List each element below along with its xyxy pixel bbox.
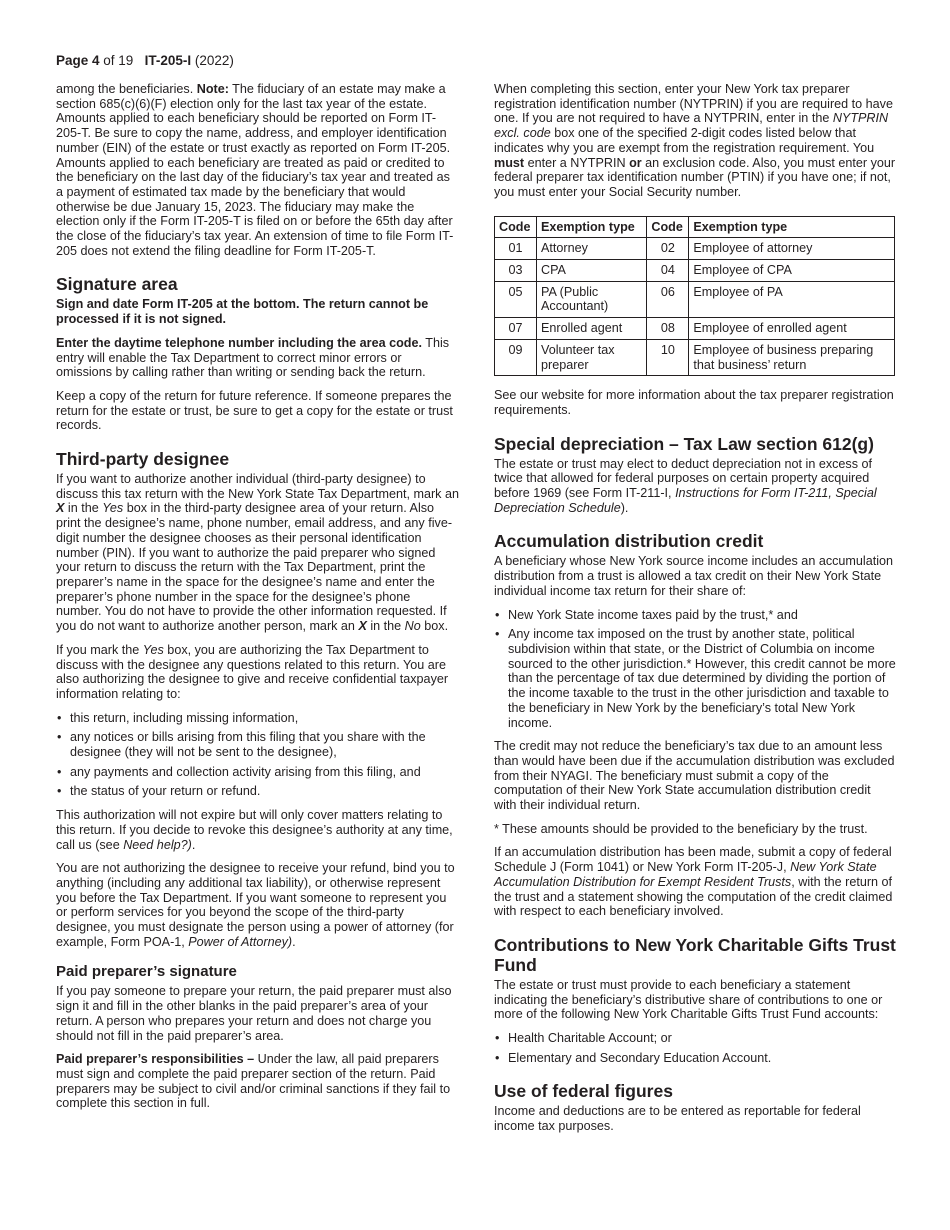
- designee-bullet-list: [56, 711, 459, 800]
- accumulation-footnote: * These amounts should be provided to the beneficiary by the trust.: [494, 821, 868, 836]
- signature-instruction: Sign and date Form IT-205 at the bottom. The return cannot be processed if it is not signed.: [56, 297, 429, 327]
- right-column: [494, 82, 896, 1143]
- contributions-paragraph: The estate or trust must provide to each beneficiary a statement indicating the beneficiary’s distributive share of contributions to one or more of the following New York Charitable Gifts Trust Fund accounts:: [494, 977, 883, 1022]
- list-item: • any payments and collection activity arising from this filing, and: [56, 765, 459, 780]
- table-cell: 10: [647, 339, 689, 375]
- table-row: [495, 339, 895, 375]
- contributions-bullet-list: [494, 1031, 896, 1065]
- table-row: [495, 318, 895, 340]
- column-header: Exemption type: [537, 216, 647, 238]
- table-cell: 08: [647, 318, 689, 340]
- table-cell: 04: [647, 260, 689, 282]
- third-party-paragraph-2: If you mark the Yes box, you are authorizing the Tax Department to discuss with the designee any questions related to this return. You are also authorizing the designee to give and receive confidential taxpayer information relating to:: [56, 642, 449, 701]
- table-cell: Employee of business preparing that business’ return: [689, 339, 895, 375]
- table-row: [495, 260, 895, 282]
- exemption-code-table: [494, 216, 895, 377]
- table-cell: 06: [647, 281, 689, 317]
- paid-preparer-paragraph: If you pay someone to prepare your return, the paid preparer must also sign it and fill in the other blanks in the paid preparer’s area of your return. A person who prepares your return and does not charge you should not fill in the paid preparer’s area.: [56, 984, 452, 1043]
- nytprin-paragraph: When completing this section, enter your New York tax preparer registration identification number (NYTPRIN) if you are required to have one. If you are not required to have a NYTPRIN, enter in the NYTPRIN excl. code box one of the specified 2-digit codes listed below that indicates why you are exempt from the registration requirement. You must enter a NYTPRIN or an exclusion code. Also, you must enter your federal preparer tax identification number (PTIN) if you have one; if not, you must enter your Social Security number.: [494, 82, 896, 199]
- table-cell: 03: [495, 260, 537, 282]
- list-item: • this return, including missing information,: [56, 711, 459, 726]
- column-header: Exemption type: [689, 216, 895, 238]
- accumulation-credit-heading: Accumulation distribution credit: [494, 531, 764, 552]
- accumulation-paragraph-2: The credit may not reduce the beneficiary’s tax due to an amount less than would have been due if the accumulation distribution was excluded from their NYAGI. The beneficiary must submit a copy of the computation of their New York State accumulation distribution credit with their individual return.: [494, 739, 895, 813]
- contributions-heading: Contributions to New York Charitable Gifts Trust Fund: [494, 934, 896, 975]
- list-item: • the status of your return or refund.: [56, 784, 459, 799]
- third-party-paragraph-1: If you want to authorize another individual (third-party designee) to discuss this tax return with the New York State Tax Department, mark an X in the Yes box in the third-party designee area of your return. Also print the designee’s name, phone number, email address, and any five-digit number the designee chooses as their personal identification number (PIN). If you want to authorize the paid preparer who signed your return to discuss the return with the Tax Department, print the preparer’s name in the space for the designee’s name and enter the preparer’s phone number in the space for the designee’s phone number. You do not have to provide the other information requested. If you do not want to authorize another person, mark an X in the No box.: [56, 472, 459, 634]
- page-total: of 19: [99, 53, 134, 68]
- list-item: • any notices or bills arising from this filing that you share with the designee (they will not be sent to the designee),: [56, 730, 459, 759]
- accumulation-bullet-list: [494, 608, 896, 731]
- table-cell: 02: [647, 238, 689, 260]
- table-row: [495, 238, 895, 260]
- list-item: • Any income tax imposed on the trust by another state, political subdivision within that state, or the District of Columbia on income sourced to the other jurisdiction.* However, this credit cannot be more than the percentage of tax due determined by dividing the portion of the income taxable to the trust in the other jurisdiction and taxable to the beneficiary in New York by the beneficiary’s total New York income.: [494, 627, 896, 730]
- table-cell: Employee of attorney: [689, 238, 895, 260]
- table-cell: PA (Public Accountant): [537, 281, 647, 317]
- list-item: • New York State income taxes paid by the trust,* and: [494, 608, 896, 623]
- website-note: See our website for more information about the tax preparer registration requirements.: [494, 388, 894, 417]
- table-cell: Enrolled agent: [537, 318, 647, 340]
- page-number: Page 4: [56, 53, 100, 68]
- table-cell: Employee of CPA: [689, 260, 895, 282]
- column-header: Code: [647, 216, 689, 238]
- column-header: Code: [495, 216, 537, 238]
- table-cell: Employee of enrolled agent: [689, 318, 895, 340]
- page-header: [56, 53, 234, 68]
- table-cell: Attorney: [537, 238, 647, 260]
- keep-copy-paragraph: Keep a copy of the return for future reference. If someone prepares the return for the estate or trust, be sure to get a copy for the estate or trust records.: [56, 388, 453, 433]
- list-item: • Elementary and Secondary Education Account.: [494, 1051, 896, 1066]
- special-depreciation-heading: Special depreciation – Tax Law section 612(g): [494, 433, 874, 454]
- federal-figures-paragraph: Income and deductions are to be entered as reportable for federal income tax purposes.: [494, 1104, 861, 1134]
- signature-area-heading: Signature area: [56, 274, 178, 295]
- paid-preparer-responsibilities: Paid preparer’s responsibilities – Under the law, all paid preparers must sign and complete the paid preparer section of the return. Paid preparers may be subject to civil and/or criminal sanctions if they fail to complete this section in full.: [56, 1052, 451, 1111]
- third-party-paragraph-4: You are not authorizing the designee to receive your refund, bind you to anything (including any additional tax liability), or otherwise represent you before the Tax Department. If you want someone to represent you or perform services for you beyond the scope of the third-party designee, you must designate the person using a power of attorney (for example, Form POA-1, Power of Attorney).: [56, 861, 455, 949]
- form-id: IT-205-I: [144, 53, 192, 68]
- third-party-designee-heading: Third-party designee: [56, 449, 230, 470]
- list-item: • Health Charitable Account; or: [494, 1031, 896, 1046]
- table-cell: 05: [495, 281, 537, 317]
- accumulation-paragraph-3: If an accumulation distribution has been made, submit a copy of federal Schedule J (Form 1041) or New York Form IT-205-J, New York State Accumulation Distribution for Exempt Resident Trusts, with the return of the trust and a statement showing the computation of the credit claimed with respect to each beneficiary involved.: [494, 845, 893, 919]
- note-label: Note:: [196, 82, 229, 96]
- table-cell: 07: [495, 318, 537, 340]
- left-column: [56, 82, 459, 1120]
- table-header-row: [495, 216, 895, 238]
- table-row: [495, 281, 895, 317]
- phone-instruction: Enter the daytime telephone number including the area code. This entry will enable the Tax Department to correct minor errors or omissions by calling rather than writing or sending back the return.: [56, 335, 450, 380]
- table-cell: 01: [495, 238, 537, 260]
- table-cell: 09: [495, 339, 537, 375]
- paid-preparer-heading: Paid preparer’s signature: [56, 963, 237, 981]
- special-depreciation-paragraph: The estate or trust may elect to deduct depreciation not in excess of twice that allowed for federal purposes on certain property acquired before 1969 (see Form IT-211-I, Instructions for Form IT-211, Special Depreciation Schedule).: [494, 456, 877, 515]
- third-party-paragraph-3: This authorization will not expire but will only cover matters relating to this return. If you decide to revoke this designee’s authority at any time, call us (see Need help?).: [56, 808, 453, 852]
- table-cell: Volunteer tax preparer: [537, 339, 647, 375]
- accumulation-paragraph-1: A beneficiary whose New York source income includes an accumulation distribution from a trust is allowed a tax credit on their New York State individual income tax return for their share of:: [494, 554, 894, 598]
- intro-paragraph: among the beneficiaries. Note: The fiduciary of an estate may make a section 685(c)(6)(F) election only for the last tax year of the estate. Amounts applied to each beneficiary should be reported on Form IT-205-T. Be sure to copy the name, address, and employer identification number (EIN) of the estate or trust exactly as reported on Form IT-205. Amounts applied to each beneficiary are treated as paid or credited to the beneficiary on the last day of the fiduciary’s tax year and treated as a payment of estimated tax made by the beneficiary that would otherwise be due January 15, 2023. The fiduciary may make the election only if the Form IT-205-T is filed on or before the 65th day after the close of the fiduciary’s tax year. An extension of time to file Form IT-205 does not extend the filing deadline for Form IT-205-T.: [56, 82, 454, 258]
- federal-figures-heading: Use of federal figures: [494, 1081, 673, 1102]
- table-cell: CPA: [537, 260, 647, 282]
- form-year: (2022): [191, 53, 234, 68]
- table-cell: Employee of PA: [689, 281, 895, 317]
